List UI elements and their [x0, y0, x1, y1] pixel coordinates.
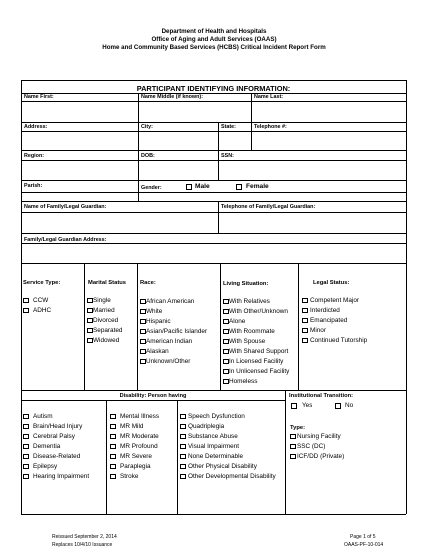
- service-type-option-checkbox[interactable]: [23, 298, 29, 304]
- marital-status-option-label: Married: [93, 307, 115, 314]
- disability-option-label: Paraplegia: [120, 463, 151, 470]
- name-last-field[interactable]: [252, 102, 405, 121]
- race-option-label: African American: [146, 298, 195, 305]
- living-situation-option-checkbox[interactable]: [223, 319, 229, 325]
- race-option-label: Alaskan: [146, 348, 169, 355]
- guardian-phone-label: Telephone of Family/Legal Guardian:: [221, 204, 316, 210]
- telephone-field[interactable]: [252, 132, 405, 149]
- name-last-label: Name Last:: [254, 94, 284, 100]
- guardian-phone-field[interactable]: [219, 213, 405, 232]
- legal-status-option-checkbox[interactable]: [302, 318, 308, 324]
- race-option-label: Hispanic: [146, 318, 171, 325]
- race-option-checkbox[interactable]: [140, 339, 146, 345]
- legal-status-option-label: Continued Tutorship: [310, 337, 368, 344]
- disability-option-label: Disease-Related: [33, 453, 81, 460]
- marital-status-label: Marital Status: [88, 280, 127, 286]
- disability-option-label: Brain/Head Injury: [33, 423, 83, 430]
- legal-status-option-checkbox[interactable]: [302, 308, 308, 314]
- region-field[interactable]: [22, 161, 137, 179]
- institution-type-option-label: Nursing Facility: [297, 433, 341, 440]
- disability-option-label: Other Developmental Disability: [188, 473, 276, 480]
- service-type-option-checkbox[interactable]: [23, 308, 29, 314]
- living-situation-option-checkbox[interactable]: [223, 359, 229, 365]
- disability-option-label: Epilepsy: [33, 463, 58, 470]
- institution-type-option-label: ICF/DD (Private): [297, 453, 345, 460]
- legal-status-option-label: Competent Major: [310, 297, 360, 304]
- disability-option-label: Dementia: [33, 443, 61, 450]
- state-field[interactable]: [219, 132, 250, 149]
- disability-option-checkbox[interactable]: [110, 474, 116, 480]
- name-first-field[interactable]: [22, 102, 137, 121]
- institution-type-option-checkbox[interactable]: [290, 454, 296, 460]
- living-situation-option-label: In Licensed Facility: [229, 358, 284, 365]
- legal-status-option-label: Interdicted: [310, 307, 340, 314]
- gender-male-checkbox[interactable]: [186, 184, 192, 190]
- disability-option-checkbox[interactable]: [180, 414, 186, 420]
- living-situation-option-checkbox[interactable]: [223, 379, 229, 385]
- living-situation-option-label: Alone: [229, 318, 246, 325]
- state-label: State:: [221, 124, 236, 130]
- disability-option-label: None Determinable: [188, 453, 244, 460]
- institution-type-option-label: SSC (DC): [297, 443, 326, 450]
- service-type-label: Service Type:: [23, 280, 61, 286]
- footer-form-number: OAAS-PF-10-014: [344, 542, 384, 548]
- living-situation-option-label: In Unlicensed Facility: [229, 368, 290, 375]
- footer-reissued: Reissued September 2, 2014: [52, 534, 117, 540]
- disability-option-checkbox[interactable]: [110, 424, 116, 430]
- disability-option-checkbox[interactable]: [110, 434, 116, 440]
- disability-option-checkbox[interactable]: [110, 464, 116, 470]
- guardian-address-field[interactable]: [22, 244, 405, 262]
- gender-male-label: Male: [195, 183, 210, 190]
- race-option-label: Asian/Pacific Islander: [146, 328, 208, 335]
- guardian-name-label: Name of Family/Legal Guardian:: [24, 204, 107, 210]
- living-situation-option-label: With Spouse: [229, 338, 266, 345]
- disability-option-checkbox[interactable]: [180, 464, 186, 470]
- disability-option-checkbox[interactable]: [23, 424, 29, 430]
- race-option-label: American Indian: [146, 338, 193, 345]
- footer-page-number: Page 1 of 5: [350, 534, 376, 540]
- disability-option-checkbox[interactable]: [23, 434, 29, 440]
- race-option-checkbox[interactable]: [140, 359, 146, 365]
- disability-option-checkbox[interactable]: [23, 444, 29, 450]
- legal-status-option-checkbox[interactable]: [302, 298, 308, 304]
- legal-status-option-checkbox[interactable]: [302, 328, 308, 334]
- race-label: Race:: [140, 280, 156, 286]
- living-situation-option-checkbox[interactable]: [223, 339, 229, 345]
- disability-option-label: Other Physical Disability: [188, 463, 257, 470]
- office-title: Office of Aging and Adult Services (OAAS): [151, 36, 277, 43]
- transition-yes-label: Yes: [302, 402, 313, 409]
- living-situation-option-checkbox[interactable]: [223, 369, 229, 375]
- guardian-name-field[interactable]: [22, 213, 217, 232]
- disability-option-checkbox[interactable]: [110, 414, 116, 420]
- disability-option-checkbox[interactable]: [180, 474, 186, 480]
- living-situation-label: Living Situation:: [223, 281, 269, 287]
- race-option-label: Unknown/Other: [146, 358, 191, 365]
- disability-option-checkbox[interactable]: [180, 434, 186, 440]
- marital-status-option-label: Divorced: [93, 317, 119, 324]
- disability-option-checkbox[interactable]: [23, 464, 29, 470]
- disability-option-label: Substance Abuse: [188, 433, 238, 440]
- transition-no-label: No: [345, 402, 354, 409]
- legal-status-option-label: Minor: [310, 327, 326, 334]
- marital-status-option-checkbox[interactable]: [87, 298, 93, 304]
- address-label: Address:: [24, 124, 48, 130]
- disability-option-checkbox[interactable]: [110, 444, 116, 450]
- region-label: Region:: [24, 153, 45, 159]
- name-middle-label: Name Middle (if known):: [141, 94, 203, 100]
- disability-option-label: MR Mild: [120, 423, 144, 430]
- race-option-checkbox[interactable]: [140, 299, 146, 305]
- disability-option-label: MR Moderate: [120, 433, 159, 440]
- department-title: Department of Health and Hospitals: [161, 28, 267, 35]
- service-type-option-label: CCW: [33, 297, 49, 304]
- marital-status-option-checkbox[interactable]: [87, 318, 93, 324]
- telephone-label: Telephone #:: [254, 124, 287, 130]
- gender-female-checkbox[interactable]: [236, 184, 242, 190]
- legal-status-option-checkbox[interactable]: [302, 338, 308, 344]
- dob-label: DOB:: [141, 153, 155, 159]
- disability-option-label: Autism: [33, 413, 53, 420]
- form-title: Home and Community Based Services (HCBS) Critical Incident Report Form: [102, 44, 326, 51]
- address-field[interactable]: [22, 132, 137, 149]
- institution-type-option-checkbox[interactable]: [290, 434, 296, 440]
- race-option-label: White: [146, 308, 163, 315]
- race-option-checkbox[interactable]: [140, 329, 146, 335]
- name-middle-field[interactable]: [139, 102, 250, 121]
- gender-female-label: Female: [246, 183, 269, 190]
- race-option-checkbox[interactable]: [140, 349, 146, 355]
- disability-option-label: Hearing Impairment: [33, 473, 90, 480]
- ssn-label: SSN:: [221, 153, 234, 159]
- disability-option-label: Speech Dysfunction: [188, 413, 245, 420]
- marital-status-option-checkbox[interactable]: [87, 308, 93, 314]
- section-title: PARTICIPANT IDENTIFYING INFORMATION:: [136, 84, 291, 93]
- race-option-checkbox[interactable]: [140, 309, 146, 315]
- guardian-address-label: Family/Legal Guardian Address:: [24, 237, 107, 243]
- marital-status-option-checkbox[interactable]: [87, 328, 93, 334]
- disability-option-label: MR Profound: [120, 443, 158, 450]
- type-label: Type:: [290, 425, 306, 431]
- disability-option-checkbox[interactable]: [23, 414, 29, 420]
- legal-status-label: Legal Status:: [313, 280, 350, 286]
- disability-option-checkbox[interactable]: [110, 454, 116, 460]
- city-field[interactable]: [139, 132, 217, 149]
- legal-status-option-label: Emancipated: [310, 317, 348, 324]
- service-type-option-label: ADHC: [33, 307, 52, 314]
- living-situation-option-label: With Other/Unknown: [229, 308, 288, 315]
- living-situation-option-label: With Relatives: [229, 298, 270, 305]
- disability-option-label: Quadriplegia: [188, 423, 225, 430]
- living-situation-option-label: Homeless: [229, 378, 258, 385]
- dob-field[interactable]: [139, 161, 217, 179]
- transition-yes-checkbox[interactable]: [291, 403, 297, 409]
- institutional-transition-label: Institutional Transition:: [289, 393, 354, 399]
- marital-status-option-label: Separated: [93, 327, 123, 334]
- disability-option-label: MR Severe: [120, 453, 152, 460]
- disability-option-label: Cerebral Palsy: [33, 433, 75, 440]
- living-situation-option-checkbox[interactable]: [223, 299, 229, 305]
- disability-option-checkbox[interactable]: [180, 444, 186, 450]
- ssn-field[interactable]: [219, 161, 405, 179]
- institution-type-option-checkbox[interactable]: [290, 444, 296, 450]
- transition-no-checkbox[interactable]: [335, 403, 341, 409]
- disability-label: Disability: Person having: [119, 393, 187, 399]
- living-situation-option-checkbox[interactable]: [223, 349, 229, 355]
- disability-option-label: Stroke: [120, 473, 139, 480]
- city-label: City:: [141, 124, 153, 130]
- living-situation-option-label: With Roommate: [229, 328, 275, 335]
- living-situation-option-checkbox[interactable]: [223, 329, 229, 335]
- marital-status-option-checkbox[interactable]: [87, 338, 93, 344]
- living-situation-option-checkbox[interactable]: [223, 309, 229, 315]
- parish-field[interactable]: [22, 193, 137, 200]
- name-first-label: Name First:: [24, 94, 54, 100]
- race-option-checkbox[interactable]: [140, 319, 146, 325]
- disability-option-label: Visual Impairment: [188, 443, 240, 450]
- living-situation-option-label: With Shared Support: [229, 348, 289, 355]
- disability-option-checkbox[interactable]: [23, 474, 29, 480]
- disability-option-checkbox[interactable]: [180, 424, 186, 430]
- disability-option-checkbox[interactable]: [180, 454, 186, 460]
- marital-status-option-label: Single: [93, 297, 111, 304]
- disability-option-checkbox[interactable]: [23, 454, 29, 460]
- gender-label: Gender:: [141, 185, 162, 191]
- marital-status-option-label: Widowed: [93, 337, 120, 344]
- footer-replaces: Replaces 10/4/10 Issuance: [52, 542, 113, 548]
- parish-label: Parish:: [24, 183, 43, 189]
- disability-option-label: Mental Illness: [120, 413, 160, 420]
